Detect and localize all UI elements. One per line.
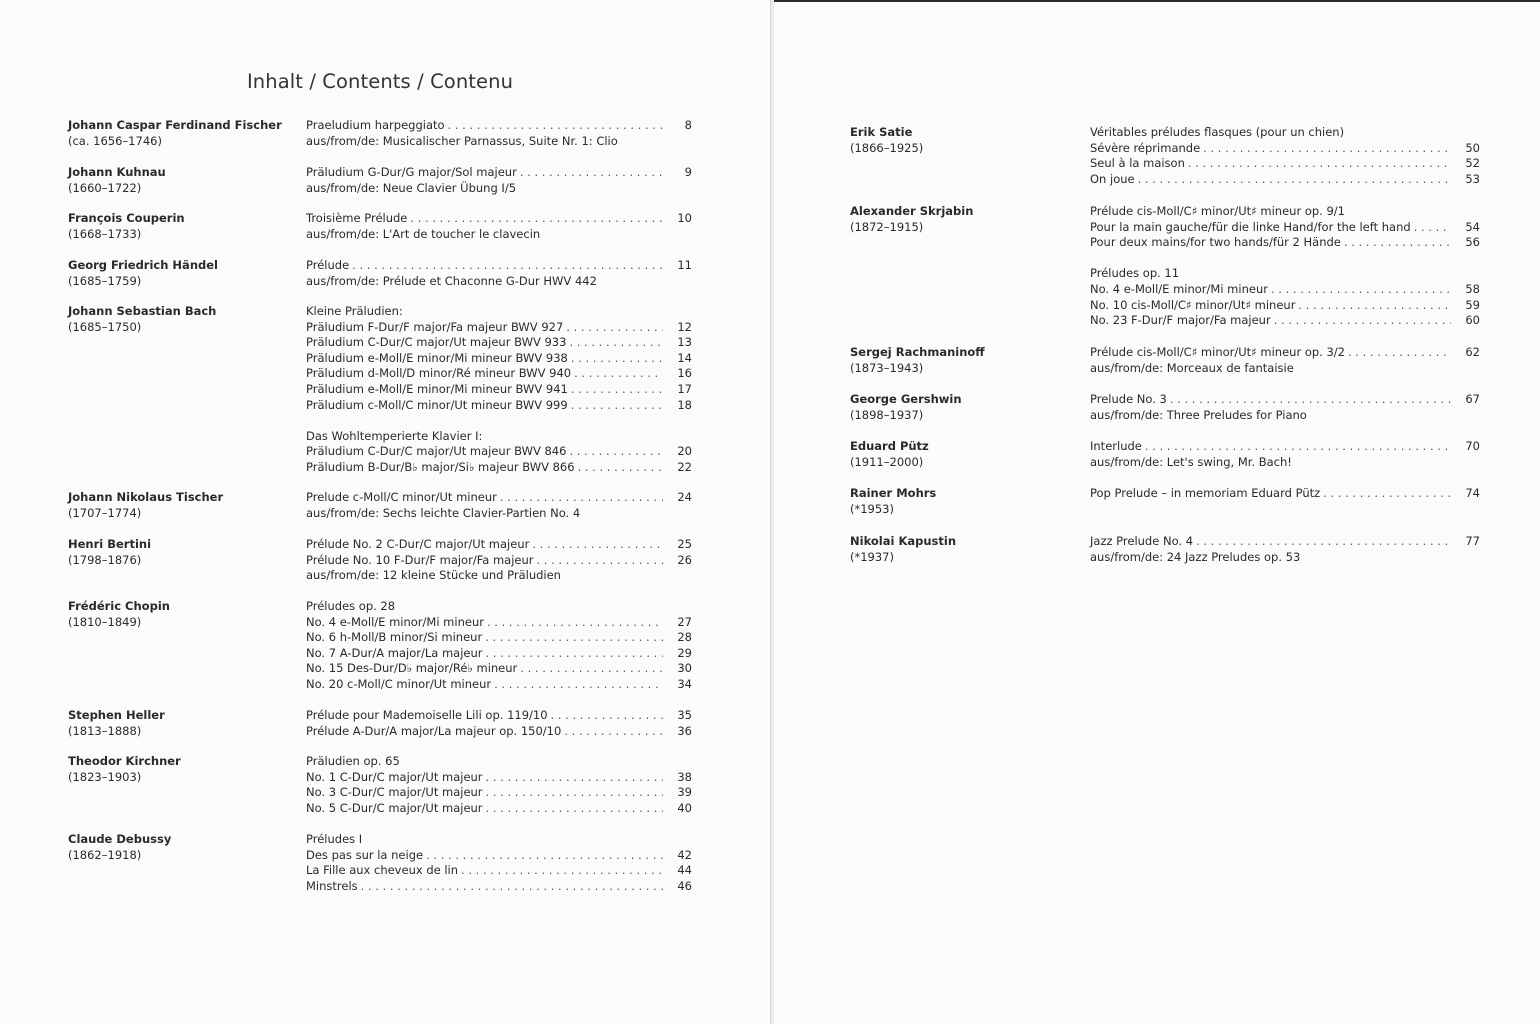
page-number: 60	[1465, 313, 1480, 328]
work-title: Pour la main gauche/für die linke Hand/for the left hand	[1090, 219, 1411, 234]
composer-name: George Gershwin	[850, 392, 962, 406]
work-subtitle: aus/from/de: 12 kleine Stücke und Präludien	[306, 568, 561, 583]
page-number: 42	[677, 847, 692, 862]
composer-name: Nikolai Kapustin	[850, 534, 957, 548]
page-number: 26	[677, 552, 692, 567]
dot-leader	[569, 444, 663, 460]
toc-line[interactable]	[306, 320, 692, 336]
dot-leader	[564, 724, 663, 740]
toc-line[interactable]	[306, 165, 692, 181]
toc-line[interactable]	[306, 863, 692, 879]
page-number: 52	[1465, 156, 1480, 171]
toc-line[interactable]	[1090, 298, 1480, 314]
composer-entry	[68, 490, 298, 521]
works-list	[306, 537, 692, 584]
work-title: No. 20 c-Moll/C minor/Ut mineur	[306, 676, 492, 691]
page-number: 67	[1465, 392, 1480, 406]
toc-line[interactable]	[306, 615, 692, 631]
page-number: 34	[677, 676, 692, 691]
toc-line[interactable]	[1090, 534, 1480, 550]
work-title: Sévère réprimande	[1090, 140, 1201, 155]
dot-leader	[494, 677, 663, 693]
composer-entry	[850, 125, 1080, 156]
composer-dates: (1862–1918)	[68, 847, 142, 862]
composer-name: Sergej Rachmaninoff	[850, 345, 985, 359]
composer-entry	[68, 165, 298, 196]
dot-leader	[461, 863, 663, 879]
dot-leader	[571, 351, 663, 367]
works-list	[306, 599, 692, 693]
works-list	[306, 490, 692, 521]
toc-line[interactable]	[306, 785, 692, 801]
page-number: 14	[677, 350, 692, 365]
work-subtitle: aus/from/de: Sechs leichte Clavier-Partien No. 4	[306, 505, 581, 520]
dot-leader	[566, 320, 663, 336]
page-number: 8	[684, 118, 692, 132]
work-title: Prélude pour Mademoiselle Lili op. 119/10	[306, 708, 548, 722]
page-number: 56	[1465, 235, 1480, 250]
composer-entry	[68, 258, 298, 289]
dot-leader	[1348, 345, 1451, 361]
dot-leader	[551, 708, 663, 724]
composer-name: Rainer Mohrs	[850, 486, 937, 500]
toc-line[interactable]	[306, 630, 692, 646]
work-subtitle: Préludes op. 11	[1090, 266, 1180, 281]
dot-leader	[1188, 156, 1451, 172]
toc-line[interactable]	[1090, 439, 1480, 455]
toc-line[interactable]	[1090, 282, 1480, 298]
composer-name: Stephen Heller	[68, 708, 165, 722]
work-subtitle: aus/from/de: 24 Jazz Preludes op. 53	[1090, 549, 1301, 564]
work-subtitle: Véritables préludes flasques (pour un chien)	[1090, 125, 1345, 139]
page-number: 46	[677, 878, 692, 893]
work-title: Troisième Prélude	[306, 211, 408, 225]
dot-leader	[1414, 220, 1451, 236]
toc-line[interactable]	[306, 211, 692, 227]
page-number: 36	[677, 723, 692, 738]
work-title: Interlude	[1090, 439, 1142, 453]
page-title: Inhalt / Contents / Contenu	[246, 70, 514, 93]
page-number: 59	[1465, 297, 1480, 312]
work-title: Prélude No. 10 F-Dur/F major/Fa majeur	[306, 552, 534, 567]
work-title: Präludium B-Dur/B♭ major/Si♭ majeur BWV 866	[306, 459, 575, 474]
toc-line[interactable]	[1090, 172, 1480, 188]
composer-entry	[68, 708, 298, 739]
work-title: Seul à la maison	[1090, 156, 1185, 171]
composer-name: Theodor Kirchner	[68, 754, 181, 768]
composer-dates: (*1953)	[850, 501, 894, 516]
composer-dates: (1707–1774)	[68, 505, 142, 520]
works-list	[306, 304, 692, 476]
toc-line[interactable]	[306, 646, 692, 662]
work-title: Präludium d-Moll/D minor/Ré mineur BWV 940	[306, 366, 572, 381]
work-title: Präludium e-Moll/E minor/Mi mineur BWV 941	[306, 381, 568, 396]
dot-leader	[571, 398, 663, 414]
toc-line[interactable]	[306, 258, 692, 274]
composer-dates: (1685–1759)	[68, 273, 142, 288]
work-title: No. 4 e-Moll/E minor/Mi mineur	[1090, 281, 1268, 296]
composer-dates: (1660–1722)	[68, 180, 142, 195]
page-number: 77	[1465, 534, 1480, 548]
toc-line[interactable]	[306, 335, 692, 351]
dot-leader	[1170, 392, 1451, 408]
dot-leader	[569, 335, 663, 351]
composer-dates: (1810–1849)	[68, 614, 142, 629]
composer-name: Eduard Pütz	[850, 439, 929, 453]
dot-leader	[537, 553, 664, 569]
work-title: Präludium G-Dur/G major/Sol majeur	[306, 165, 517, 179]
page-number: 16	[677, 366, 692, 381]
dot-leader	[571, 382, 663, 398]
page-number: 58	[1465, 281, 1480, 296]
dot-leader	[1323, 486, 1451, 502]
work-subtitle: Prélude cis-Moll/C♯ minor/Ut♯ mineur op. 9/1	[1090, 204, 1345, 218]
toc-line[interactable]	[306, 553, 692, 569]
toc-line[interactable]	[306, 490, 692, 506]
work-title: Pop Prelude – in memoriam Eduard Pütz	[1090, 486, 1321, 500]
composer-dates: (1872–1915)	[850, 219, 924, 234]
page-number: 28	[677, 630, 692, 645]
toc-line[interactable]	[1090, 220, 1480, 236]
toc-line[interactable]	[306, 382, 692, 398]
composer-dates: (1685–1750)	[68, 319, 142, 334]
work-subtitle: aus/from/de: L'Art de toucher le clavecin	[306, 226, 541, 241]
composer-entry	[68, 211, 298, 242]
work-title: No. 10 cis-Moll/C♯ minor/Ut♯ mineur	[1090, 297, 1296, 312]
composer-entry	[850, 345, 1080, 376]
toc-line[interactable]	[306, 351, 692, 367]
composer-dates: (1911–2000)	[850, 454, 924, 469]
work-title: Prelude c-Moll/C minor/Ut mineur	[306, 490, 497, 504]
composer-dates: (1813–1888)	[68, 723, 142, 738]
works-list	[306, 211, 692, 242]
works-list	[306, 832, 692, 894]
works-list	[1090, 204, 1480, 329]
work-title: La Fille aux cheveux de lin	[306, 863, 459, 878]
page-number: 24	[677, 490, 692, 504]
composer-entry	[850, 392, 1080, 423]
spacer	[306, 413, 692, 429]
composer-dates: (1873–1943)	[850, 360, 924, 375]
work-title: No. 23 F-Dur/F major/Fa majeur	[1090, 313, 1271, 328]
composer-dates: (1798–1876)	[68, 552, 142, 567]
composer-name: Johann Nikolaus Tischer	[68, 490, 224, 504]
works-list	[1090, 345, 1480, 376]
toc-line[interactable]	[306, 444, 692, 460]
work-title: Prelude No. 3	[1090, 392, 1167, 406]
work-subtitle: aus/from/de: Musicalischer Parnassus, Suite Nr. 1: Clio	[306, 133, 618, 148]
work-title: On joue	[1090, 171, 1135, 186]
dot-leader	[1344, 235, 1451, 251]
work-subtitle: Das Wohltemperierte Klavier I:	[306, 428, 483, 443]
dot-leader	[1203, 141, 1451, 157]
composer-entry	[850, 534, 1080, 565]
work-subtitle: Préludes I	[306, 832, 363, 846]
work-subtitle: aus/from/de: Three Preludes for Piano	[1090, 407, 1307, 422]
toc-line[interactable]	[306, 118, 692, 134]
toc-line[interactable]	[306, 848, 692, 864]
composer-dates: (1668–1733)	[68, 226, 142, 241]
composer-entry	[850, 486, 1080, 517]
composer-dates: (*1937)	[850, 549, 894, 564]
work-subtitle: Kleine Präludien:	[306, 304, 403, 318]
page-number: 10	[677, 211, 692, 225]
page-number: 29	[677, 645, 692, 660]
toc-line[interactable]	[1090, 235, 1480, 251]
dot-leader	[574, 366, 663, 382]
right-page	[774, 0, 1540, 1024]
work-title: Jazz Prelude No. 4	[1090, 534, 1194, 548]
toc-line[interactable]	[306, 677, 692, 693]
dot-leader	[1138, 172, 1451, 188]
toc-line[interactable]	[306, 879, 692, 895]
composer-entry	[68, 118, 298, 149]
composer-entry	[68, 599, 298, 630]
work-title: No. 5 C-Dur/C major/Ut majeur	[306, 800, 483, 815]
page-number: 54	[1465, 219, 1480, 234]
page-number: 20	[677, 444, 692, 459]
works-list	[1090, 125, 1480, 187]
composer-name: Erik Satie	[850, 125, 913, 139]
work-title: Prélude cis-Moll/C♯ minor/Ut♯ mineur op. 3/2	[1090, 345, 1345, 359]
composer-dates: (1898–1937)	[850, 407, 924, 422]
works-list	[1090, 439, 1480, 470]
works-list	[1090, 534, 1480, 565]
composer-name: Frédéric Chopin	[68, 599, 170, 613]
dot-leader	[486, 801, 663, 817]
work-title: Präludium F-Dur/F major/Fa majeur BWV 927	[306, 319, 564, 334]
work-title: No. 1 C-Dur/C major/Ut majeur	[306, 769, 483, 784]
composer-name: Claude Debussy	[68, 832, 172, 846]
toc-line[interactable]	[306, 801, 692, 817]
toc-line[interactable]	[306, 661, 692, 677]
toc-line[interactable]	[1090, 486, 1480, 502]
work-title: Präludium C-Dur/C major/Ut majeur BWV 846	[306, 444, 567, 459]
dot-leader	[520, 661, 663, 677]
toc-line[interactable]	[306, 724, 692, 740]
page-number: 11	[677, 258, 692, 272]
work-subtitle: aus/from/de: Neue Clavier Übung I/5	[306, 180, 517, 195]
dot-leader	[485, 646, 663, 662]
work-title: Präludium e-Moll/E minor/Mi mineur BWV 938	[306, 350, 568, 365]
work-subtitle: Präludien op. 65	[306, 754, 400, 768]
work-subtitle: aus/from/de: Morceaux de fantaisie	[1090, 360, 1294, 375]
works-list	[306, 754, 692, 816]
spacer	[1090, 251, 1480, 267]
toc-line[interactable]	[1090, 345, 1480, 361]
dot-leader	[487, 615, 663, 631]
composer-name: Alexander Skrjabin	[850, 204, 974, 218]
dot-leader	[1274, 313, 1451, 329]
page-number: 70	[1465, 439, 1480, 453]
dot-leader	[448, 118, 663, 134]
composer-entry	[68, 304, 298, 335]
composer-name: Johann Caspar Ferdinand Fischer	[68, 118, 282, 132]
page-number: 12	[677, 319, 692, 334]
dot-leader	[532, 537, 663, 553]
dot-leader	[486, 770, 663, 786]
composer-entry	[850, 439, 1080, 470]
toc-line[interactable]	[1090, 313, 1480, 329]
page-number: 40	[677, 800, 692, 815]
page-number: 22	[677, 459, 692, 474]
toc-line[interactable]	[306, 770, 692, 786]
dot-leader	[410, 211, 663, 227]
dot-leader	[486, 785, 663, 801]
work-title: Präludium C-Dur/C major/Ut majeur BWV 933	[306, 335, 567, 350]
page-number: 50	[1465, 140, 1480, 155]
page-number: 30	[677, 661, 692, 676]
page-number: 62	[1465, 345, 1480, 359]
work-title: Prélude No. 2 C-Dur/C major/Ut majeur	[306, 537, 530, 551]
page-number: 25	[677, 537, 692, 551]
work-title: No. 4 e-Moll/E minor/Mi mineur	[306, 614, 484, 629]
works-list	[306, 118, 692, 149]
page-number: 35	[677, 708, 692, 722]
works-list	[1090, 486, 1480, 502]
works-list	[1090, 392, 1480, 423]
page-number: 39	[677, 785, 692, 800]
composer-dates: (1823–1903)	[68, 769, 142, 784]
work-subtitle: Préludes op. 28	[306, 599, 396, 613]
toc-line[interactable]	[1090, 156, 1480, 172]
composer-entry	[68, 537, 298, 568]
works-list	[306, 708, 692, 739]
composer-entry	[68, 832, 298, 863]
page-number: 13	[677, 335, 692, 350]
toc-line[interactable]	[306, 460, 692, 476]
page-number: 53	[1465, 171, 1480, 186]
work-title: Präludium c-Moll/C minor/Ut mineur BWV 999	[306, 397, 568, 412]
dot-leader	[1271, 282, 1451, 298]
work-title: Praeludium harpeggiato	[306, 118, 445, 132]
work-title: Prélude	[306, 258, 350, 272]
work-title: No. 6 h-Moll/B minor/Si mineur	[306, 630, 483, 645]
toc-line[interactable]	[1090, 392, 1480, 408]
dot-leader	[1196, 534, 1451, 550]
work-title: Des pas sur la neige	[306, 847, 424, 862]
composer-name: Johann Sebastian Bach	[68, 304, 217, 318]
composer-name: Henri Bertini	[68, 537, 152, 551]
composer-dates: (1866–1925)	[850, 140, 924, 155]
page-number: 17	[677, 381, 692, 396]
work-title: No. 7 A-Dur/A major/La majeur	[306, 645, 483, 660]
dot-leader	[361, 879, 663, 895]
work-title: Prélude A-Dur/A major/La majeur op. 150/10	[306, 723, 562, 738]
page-number: 44	[677, 863, 692, 878]
work-title: Pour deux mains/for two hands/für 2 Hände	[1090, 235, 1341, 250]
dot-leader	[485, 630, 663, 646]
works-list	[306, 165, 692, 196]
work-title: Minstrels	[306, 878, 358, 893]
dot-leader	[578, 460, 663, 476]
toc-line[interactable]	[306, 537, 692, 553]
toc-line[interactable]	[306, 398, 692, 414]
works-list	[306, 258, 692, 289]
dot-leader	[500, 490, 663, 506]
dot-leader	[1298, 298, 1451, 314]
composer-name: Georg Friedrich Händel	[68, 258, 218, 272]
toc-line[interactable]	[1090, 141, 1480, 157]
dot-leader	[1145, 439, 1451, 455]
work-subtitle: aus/from/de: Let's swing, Mr. Bach!	[1090, 454, 1292, 469]
page-number: 74	[1465, 486, 1480, 500]
page-number: 27	[677, 614, 692, 629]
page-number: 18	[677, 397, 692, 412]
dot-leader	[352, 258, 663, 274]
work-title: No. 15 Des-Dur/D♭ major/Ré♭ mineur	[306, 661, 518, 676]
page-number: 9	[684, 165, 692, 179]
dot-leader	[520, 165, 663, 181]
page-number: 38	[677, 769, 692, 784]
work-title: No. 3 C-Dur/C major/Ut majeur	[306, 785, 483, 800]
composer-entry	[850, 204, 1080, 235]
composer-entry	[68, 754, 298, 785]
composer-name: Johann Kuhnau	[68, 165, 166, 179]
composer-name: François Couperin	[68, 211, 185, 225]
dot-leader	[426, 848, 663, 864]
toc-line[interactable]	[306, 366, 692, 382]
work-subtitle: aus/from/de: Prélude et Chaconne G-Dur HWV 442	[306, 273, 597, 288]
toc-line[interactable]	[306, 708, 692, 724]
composer-dates: (ca. 1656–1746)	[68, 133, 162, 148]
